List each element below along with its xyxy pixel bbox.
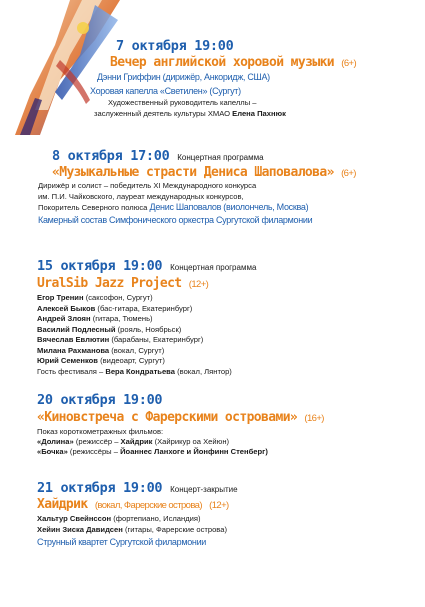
- performer-name: Василий Подлесный: [37, 324, 116, 334]
- performer-name: Андрей Злоян: [37, 314, 91, 323]
- performer-row: [37, 356, 203, 367]
- performer-name: Хальтур Свейнссон: [37, 514, 112, 523]
- age-rating: (6+): [341, 58, 357, 69]
- performer-name: Хейин Зиска Давидсен: [37, 524, 123, 534]
- event-line: Художественный руководитель капеллы –: [108, 98, 257, 107]
- film-director-full: (Хайрикур оа Хейюн): [154, 437, 230, 446]
- age-rating: (12+): [209, 500, 229, 511]
- performer-row: [37, 525, 227, 536]
- performer-role: (рояль, Ноябрьск): [115, 324, 182, 334]
- performer-row: [37, 304, 203, 315]
- event-line: [94, 109, 286, 120]
- guest-role: (вокал, Лянтор): [177, 367, 232, 376]
- event-date-text: 21 октября 19:00: [37, 480, 163, 496]
- person-name: Денис Шаповалов (виолончель, Москва): [149, 202, 309, 212]
- performer-name: Милана Рахманова: [37, 345, 110, 355]
- performer-row: [37, 346, 203, 357]
- guest-label: Гость фестиваля –: [37, 367, 104, 376]
- film-title: «Бочка»: [37, 447, 68, 456]
- event-date-text: 15 октября 19:00: [37, 258, 163, 274]
- event-date: 20 октября 19:00: [37, 392, 163, 408]
- event-line: Дэнни Гриффин (дирижёр, Анкоридж, США): [97, 72, 270, 82]
- guest-line: [37, 367, 232, 378]
- person-name: Елена Пахнюк: [232, 109, 286, 118]
- performer-role: (вокал, Сургут): [109, 345, 165, 355]
- performer-role: (гитары, Фарерские острова): [122, 524, 228, 534]
- event-date-text: 8 октября 17:00: [52, 148, 170, 164]
- performer-list: [37, 293, 203, 367]
- performer-row: [37, 514, 227, 525]
- performer-row: [37, 325, 203, 336]
- performer-name: Вячеслав Евлютин: [37, 335, 110, 344]
- event-title: [37, 410, 324, 425]
- film-director: Йоаннес Ланхоге и Йонфинн Стенберг): [120, 447, 268, 456]
- performer-role: (саксофон, Сургут): [83, 293, 153, 302]
- title-note: (вокал, Фарерские острова): [94, 500, 202, 511]
- event-line: Дирижёр и солист – победитель XI Международного конкурса: [38, 181, 257, 190]
- age-rating: (16+): [304, 413, 324, 424]
- performer-row: [37, 293, 203, 304]
- performer-list: [37, 514, 227, 535]
- event-line: им. П.И. Чайковского, лауреат международных конкурсов,: [38, 192, 244, 201]
- performer-role: (фортепиано, Исландия): [111, 514, 201, 523]
- event-title-text: UralSib Jazz Project: [37, 276, 182, 291]
- film-director-label: (режиссёр –: [75, 437, 119, 446]
- event-title-text: Вечер английской хоровой музыки: [110, 55, 335, 70]
- performer-name: Егор Тренин: [37, 293, 84, 302]
- performer-name: Алексей Быков: [37, 303, 96, 313]
- age-rating: (6+): [341, 168, 356, 179]
- event-title: [52, 165, 356, 180]
- ensemble: Струнный квартет Сургутской филармонии: [37, 537, 207, 547]
- performer-role: (гитара, Тюмень): [90, 314, 153, 323]
- event-date: 7 октября 19:00: [116, 38, 234, 54]
- performer-role: (видеоарт, Сургут): [97, 356, 165, 365]
- performer-row: [37, 314, 203, 325]
- event-line: Хоровая капелла «Светилен» (Сургут): [90, 86, 241, 96]
- performer-row: [37, 335, 203, 346]
- event-subtitle: Концерт-закрытие: [170, 485, 238, 494]
- event-subtitle: Концертная программа: [170, 263, 257, 272]
- event-title-text: «Киновстреча с Фарерскими островами»: [37, 410, 298, 425]
- performer-role: (барабаны, Екатеринбург): [109, 335, 204, 344]
- event-title: [37, 276, 208, 291]
- event-line: Показ короткометражных фильмов:: [37, 427, 164, 436]
- performer-role: (бас-гитара, Екатеринбург): [95, 303, 193, 313]
- event-line: [38, 202, 308, 214]
- event-date: [52, 148, 264, 164]
- film-director-label: (режиссёры –: [69, 447, 118, 456]
- guest-name: Вера Кондратьева: [105, 367, 175, 376]
- film-director: Хайдрик: [120, 437, 153, 446]
- event-title-text: «Музыкальные страсти Дениса Шаповалова»: [52, 165, 334, 180]
- event-title-text: Хайдрик: [37, 497, 88, 512]
- event-title: [37, 497, 229, 512]
- film-line: [37, 437, 229, 448]
- event-subtitle: Концертная программа: [177, 153, 264, 162]
- event-line-text: Покоритель Северного полюса: [38, 203, 148, 212]
- event-title: [110, 55, 356, 70]
- film-line: [37, 447, 268, 458]
- event-date: [37, 480, 238, 496]
- event-date: [37, 258, 256, 274]
- event-line: Камерный состав Симфонического оркестра Сургутской филармонии: [38, 215, 313, 225]
- film-title: «Долина»: [37, 437, 74, 446]
- performer-name: Юрий Семенков: [37, 356, 98, 365]
- event-line-text: заслуженный деятель культуры ХМАО: [94, 109, 231, 118]
- age-rating: (12+): [188, 279, 209, 290]
